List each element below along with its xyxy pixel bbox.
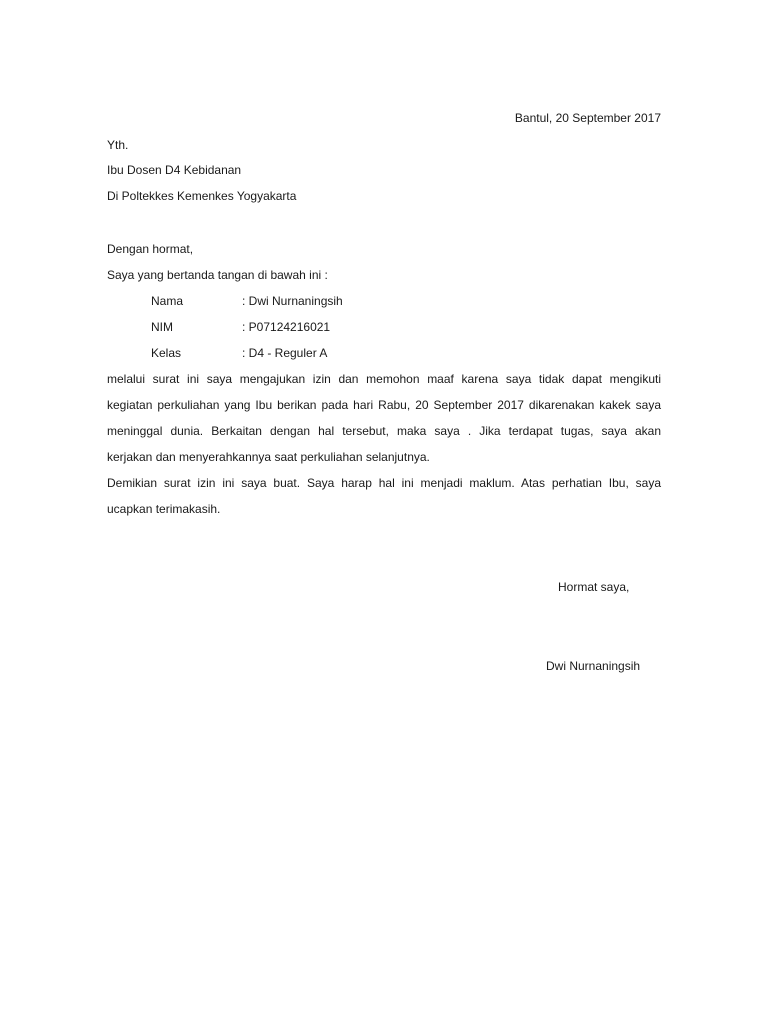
- body-line: kerjakan dan menyerahkannya saat perkuliahan selanjutnya.: [107, 450, 430, 464]
- signature-name: Dwi Nurnaningsih: [546, 659, 641, 673]
- identity-label-kelas: Kelas: [151, 346, 182, 360]
- letter-date: Bantul, 20 September 2017: [514, 111, 661, 125]
- signoff: Hormat saya,: [558, 580, 630, 594]
- body-line: melalui surat ini saya mengajukan izin dan memohon maaf karena saya tidak dapat mengikuti: [107, 372, 661, 386]
- greeting: Dengan hormat,: [107, 242, 194, 256]
- closing-line: Demikian surat izin ini saya buat. Saya harap hal ini menjadi maklum. Atas perhatian Ibu, saya: [107, 476, 661, 490]
- body-line: kegiatan perkuliahan yang Ibu berikan pada hari Rabu, 20 September 2017 dikarenakan kakek saya: [107, 398, 661, 412]
- intro-line: Saya yang bertanda tangan di bawah ini :: [107, 268, 328, 282]
- identity-label-nim: NIM: [151, 320, 173, 334]
- body-line: meninggal dunia. Berkaitan dengan hal tersebut, maka saya . Jika terdapat tugas, saya akan: [107, 424, 661, 438]
- identity-value-kelas: : D4 - Reguler A: [242, 346, 328, 360]
- closing-line: ucapkan terimakasih.: [107, 502, 221, 516]
- recipient-name: Ibu Dosen D4 Kebidanan: [107, 163, 242, 177]
- identity-value-nim: : P07124216021: [242, 320, 331, 334]
- recipient-place: Di Poltekkes Kemenkes Yogyakarta: [107, 189, 297, 203]
- identity-label-nama: Nama: [151, 294, 184, 308]
- recipient-salutation: Yth.: [107, 138, 129, 152]
- identity-value-nama: : Dwi Nurnaningsih: [242, 294, 343, 308]
